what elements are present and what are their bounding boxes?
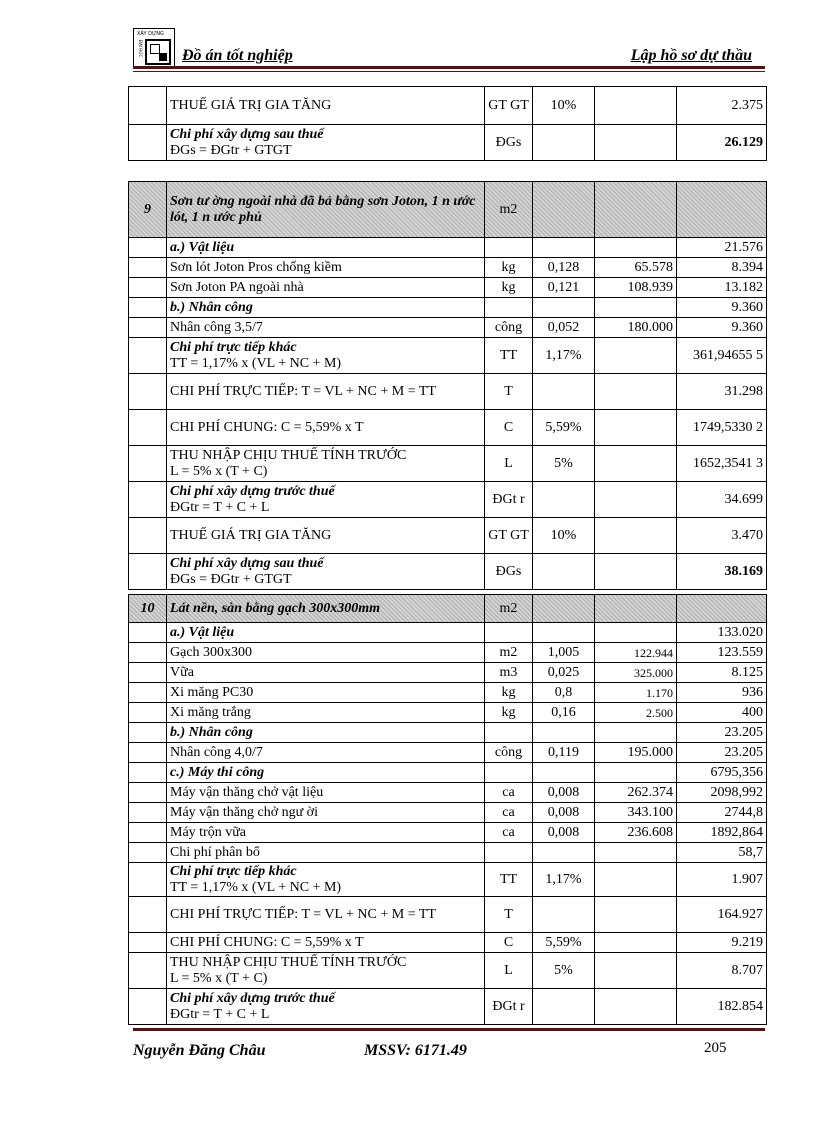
item-number-cell bbox=[129, 743, 167, 763]
unit-cell: công bbox=[485, 318, 533, 338]
header-rule bbox=[133, 66, 765, 69]
rate-cell: 5,59% bbox=[533, 933, 595, 953]
table-row bbox=[129, 87, 767, 125]
logo-side-text: ĐẠI HỌC bbox=[138, 40, 143, 58]
unit-price-cell bbox=[595, 933, 677, 953]
unit-cell: T bbox=[485, 374, 533, 410]
unit-price-cell bbox=[595, 554, 677, 590]
rate-cell: 5% bbox=[533, 446, 595, 482]
unit-cell: ca bbox=[485, 823, 533, 843]
description-text: Sơn Joton PA ngoài nhà bbox=[170, 279, 304, 295]
table-row bbox=[129, 953, 767, 989]
table-row bbox=[129, 803, 767, 823]
description-cell bbox=[167, 803, 485, 823]
description-cell bbox=[167, 703, 485, 723]
description-text: Chi phí xây dựng trước thuế bbox=[170, 483, 335, 499]
university-logo bbox=[133, 28, 175, 68]
table-row bbox=[129, 683, 767, 703]
description-text: Vữa bbox=[170, 664, 194, 680]
rate-cell: 0,119 bbox=[533, 743, 595, 763]
unit-cell: GT GT bbox=[485, 518, 533, 554]
table-row bbox=[129, 554, 767, 590]
cost-table-item-9 bbox=[128, 181, 767, 590]
description-text: Chi phí trực tiếp khác bbox=[170, 339, 297, 355]
item-number-cell bbox=[129, 518, 167, 554]
table-row bbox=[129, 278, 767, 298]
description-formula: TT = 1,17% x (VL + NC + M) bbox=[170, 355, 342, 371]
item-unit: m2 bbox=[485, 182, 533, 238]
amount-cell: 361,94655 5 bbox=[677, 338, 767, 374]
unit-cell: GT GT bbox=[485, 87, 533, 125]
description-cell bbox=[167, 843, 485, 863]
item-number-cell bbox=[129, 643, 167, 663]
description-cell bbox=[167, 258, 485, 278]
unit-price-cell bbox=[595, 623, 677, 643]
description-cell bbox=[167, 623, 485, 643]
empty-cell bbox=[533, 595, 595, 623]
cost-table-item-10 bbox=[128, 594, 767, 1025]
description-text: Chi phí trực tiếp khác bbox=[170, 863, 297, 879]
description-text: THUẾ GIÁ TRỊ GIA TĂNG bbox=[170, 527, 332, 543]
description-cell bbox=[167, 643, 485, 663]
description-cell bbox=[167, 278, 485, 298]
item-header-row bbox=[129, 182, 767, 238]
unit-price-cell: 195.000 bbox=[595, 743, 677, 763]
amount-cell: 38.169 bbox=[677, 554, 767, 590]
unit-cell bbox=[485, 723, 533, 743]
unit-price-cell bbox=[595, 298, 677, 318]
item-unit: m2 bbox=[485, 595, 533, 623]
item-number-cell bbox=[129, 258, 167, 278]
rate-cell: 5,59% bbox=[533, 410, 595, 446]
unit-cell: m3 bbox=[485, 663, 533, 683]
description-text: Chi phí xây dựng sau thuế bbox=[170, 126, 324, 142]
description-cell bbox=[167, 953, 485, 989]
rate-cell: 1,17% bbox=[533, 863, 595, 897]
table-row bbox=[129, 783, 767, 803]
unit-price-cell bbox=[595, 763, 677, 783]
unit-price-cell: 262.374 bbox=[595, 783, 677, 803]
table-row bbox=[129, 989, 767, 1025]
rate-cell: 0,16 bbox=[533, 703, 595, 723]
description-formula: ĐGs = ĐGtr + GTGT bbox=[170, 571, 292, 587]
rate-cell bbox=[533, 843, 595, 863]
table-row bbox=[129, 663, 767, 683]
rate-cell bbox=[533, 723, 595, 743]
rate-cell: 0,025 bbox=[533, 663, 595, 683]
description-cell bbox=[167, 298, 485, 318]
unit-price-cell bbox=[595, 723, 677, 743]
rate-cell bbox=[533, 238, 595, 258]
amount-cell: 26.129 bbox=[677, 125, 767, 161]
amount-cell: 34.699 bbox=[677, 482, 767, 518]
description-text: Chi phí phân bổ bbox=[170, 844, 260, 860]
table-row bbox=[129, 318, 767, 338]
description-cell bbox=[167, 125, 485, 161]
table-row bbox=[129, 125, 767, 161]
description-cell bbox=[167, 743, 485, 763]
unit-cell: TT bbox=[485, 863, 533, 897]
description-text: Nhân công 3,5/7 bbox=[170, 319, 263, 335]
header-title-left: Đồ án tốt nghiệp bbox=[182, 47, 293, 64]
rate-cell bbox=[533, 897, 595, 933]
page-number: 205 bbox=[704, 1040, 727, 1056]
description-cell bbox=[167, 683, 485, 703]
unit-price-cell bbox=[595, 897, 677, 933]
amount-cell: 21.576 bbox=[677, 238, 767, 258]
description-cell bbox=[167, 897, 485, 933]
description-formula: L = 5% x (T + C) bbox=[170, 463, 268, 479]
unit-price-cell bbox=[595, 374, 677, 410]
amount-cell: 936 bbox=[677, 683, 767, 703]
description-formula: L = 5% x (T + C) bbox=[170, 970, 268, 986]
unit-cell: kg bbox=[485, 258, 533, 278]
table-row bbox=[129, 823, 767, 843]
description-formula: ĐGtr = T + C + L bbox=[170, 1006, 270, 1022]
item-number-cell bbox=[129, 482, 167, 518]
table-row bbox=[129, 374, 767, 410]
unit-cell bbox=[485, 623, 533, 643]
amount-cell: 9.360 bbox=[677, 298, 767, 318]
description-text: Chi phí xây dựng sau thuế bbox=[170, 555, 324, 571]
unit-price-cell bbox=[595, 518, 677, 554]
description-text: Máy vận thăng chở vật liệu bbox=[170, 784, 324, 800]
item-number-cell bbox=[129, 298, 167, 318]
description-text: b.) Nhân công bbox=[170, 724, 253, 740]
item-number-cell bbox=[129, 763, 167, 783]
unit-cell: C bbox=[485, 410, 533, 446]
table-row bbox=[129, 863, 767, 897]
item-number-cell bbox=[129, 278, 167, 298]
item-number-cell bbox=[129, 683, 167, 703]
unit-price-cell: 343.100 bbox=[595, 803, 677, 823]
table-row bbox=[129, 518, 767, 554]
unit-cell: công bbox=[485, 743, 533, 763]
description-cell bbox=[167, 783, 485, 803]
amount-cell: 1892,864 bbox=[677, 823, 767, 843]
description-cell bbox=[167, 863, 485, 897]
amount-cell: 400 bbox=[677, 703, 767, 723]
description-text: Chi phí xây dựng trước thuế bbox=[170, 990, 335, 1006]
unit-price-cell: 236.608 bbox=[595, 823, 677, 843]
rate-cell bbox=[533, 763, 595, 783]
description-text: Nhân công 4,0/7 bbox=[170, 744, 263, 760]
description-cell bbox=[167, 554, 485, 590]
rate-cell: 0,008 bbox=[533, 823, 595, 843]
unit-price-cell bbox=[595, 843, 677, 863]
unit-price-cell: 180.000 bbox=[595, 318, 677, 338]
description-text: THU NHẬP CHỊU THUẾ TÍNH TRƯỚC bbox=[170, 954, 407, 970]
description-cell bbox=[167, 989, 485, 1025]
unit-price-cell bbox=[595, 446, 677, 482]
empty-cell bbox=[677, 182, 767, 238]
description-text: c.) Máy thi công bbox=[170, 764, 265, 780]
description-cell bbox=[167, 238, 485, 258]
table-row bbox=[129, 843, 767, 863]
table-row bbox=[129, 410, 767, 446]
table-row bbox=[129, 643, 767, 663]
amount-cell: 31.298 bbox=[677, 374, 767, 410]
table-row bbox=[129, 623, 767, 643]
amount-cell: 13.182 bbox=[677, 278, 767, 298]
amount-cell: 8.125 bbox=[677, 663, 767, 683]
unit-cell: C bbox=[485, 933, 533, 953]
description-text: CHI PHÍ CHUNG: C = 5,59% x T bbox=[170, 934, 364, 950]
rate-cell bbox=[533, 125, 595, 161]
unit-price-cell: 2.500 bbox=[595, 703, 677, 723]
item-number-cell bbox=[129, 338, 167, 374]
unit-cell: ĐGs bbox=[485, 554, 533, 590]
rate-cell: 5% bbox=[533, 953, 595, 989]
empty-cell bbox=[595, 182, 677, 238]
rate-cell: 1,005 bbox=[533, 643, 595, 663]
rate-cell: 10% bbox=[533, 87, 595, 125]
rate-cell bbox=[533, 298, 595, 318]
description-cell bbox=[167, 663, 485, 683]
unit-cell bbox=[485, 238, 533, 258]
unit-price-cell bbox=[595, 125, 677, 161]
description-text: THUẾ GIÁ TRỊ GIA TĂNG bbox=[170, 97, 332, 113]
unit-cell: ĐGt r bbox=[485, 989, 533, 1025]
description-cell bbox=[167, 318, 485, 338]
amount-cell: 133.020 bbox=[677, 623, 767, 643]
unit-price-cell bbox=[595, 989, 677, 1025]
description-text: Máy vận thăng chở ngư ời bbox=[170, 804, 318, 820]
unit-cell: L bbox=[485, 953, 533, 989]
item-number-cell bbox=[129, 783, 167, 803]
item-number-cell bbox=[129, 863, 167, 897]
amount-cell: 3.470 bbox=[677, 518, 767, 554]
unit-cell bbox=[485, 763, 533, 783]
item-number-cell bbox=[129, 823, 167, 843]
table-row bbox=[129, 743, 767, 763]
amount-cell: 1749,5330 2 bbox=[677, 410, 767, 446]
item-number-cell bbox=[129, 623, 167, 643]
item-number: 10 bbox=[129, 595, 167, 623]
rate-cell bbox=[533, 623, 595, 643]
unit-price-cell: 325.000 bbox=[595, 663, 677, 683]
description-text: a.) Vật liệu bbox=[170, 239, 235, 255]
amount-cell: 8.394 bbox=[677, 258, 767, 278]
unit-cell bbox=[485, 298, 533, 318]
item-number-cell bbox=[129, 933, 167, 953]
amount-cell: 8.707 bbox=[677, 953, 767, 989]
unit-price-cell: 1.170 bbox=[595, 683, 677, 703]
description-text: Xi măng PC30 bbox=[170, 684, 254, 700]
description-cell bbox=[167, 482, 485, 518]
item-number-cell bbox=[129, 238, 167, 258]
rate-cell: 0,121 bbox=[533, 278, 595, 298]
item-number-cell bbox=[129, 374, 167, 410]
table-row bbox=[129, 338, 767, 374]
empty-cell bbox=[595, 595, 677, 623]
footer-rule bbox=[133, 1028, 765, 1031]
amount-cell: 123.559 bbox=[677, 643, 767, 663]
amount-cell: 9.360 bbox=[677, 318, 767, 338]
description-text: Máy trộn vữa bbox=[170, 824, 247, 840]
rate-cell: 1,17% bbox=[533, 338, 595, 374]
amount-cell: 1652,3541 3 bbox=[677, 446, 767, 482]
amount-cell: 182.854 bbox=[677, 989, 767, 1025]
amount-cell: 58,7 bbox=[677, 843, 767, 863]
item-number-cell bbox=[129, 663, 167, 683]
item-number-cell bbox=[129, 989, 167, 1025]
table-row bbox=[129, 763, 767, 783]
description-cell bbox=[167, 518, 485, 554]
header-title-right: Lập hồ sơ dự thầu bbox=[630, 47, 752, 64]
unit-cell: T bbox=[485, 897, 533, 933]
description-cell bbox=[167, 446, 485, 482]
item-number-cell bbox=[129, 554, 167, 590]
unit-cell: TT bbox=[485, 338, 533, 374]
unit-price-cell bbox=[595, 953, 677, 989]
table-row bbox=[129, 482, 767, 518]
empty-cell bbox=[677, 595, 767, 623]
amount-cell: 23.205 bbox=[677, 743, 767, 763]
item-number-cell bbox=[129, 897, 167, 933]
unit-cell: kg bbox=[485, 278, 533, 298]
unit-cell: kg bbox=[485, 683, 533, 703]
rate-cell: 0,128 bbox=[533, 258, 595, 278]
item-number-cell bbox=[129, 723, 167, 743]
unit-price-cell bbox=[595, 482, 677, 518]
description-text: a.) Vật liệu bbox=[170, 624, 235, 640]
table-row bbox=[129, 446, 767, 482]
rate-cell: 0,052 bbox=[533, 318, 595, 338]
unit-price-cell: 65.578 bbox=[595, 258, 677, 278]
unit-cell: ca bbox=[485, 803, 533, 823]
rate-cell: 10% bbox=[533, 518, 595, 554]
description-formula: ĐGtr = T + C + L bbox=[170, 499, 270, 515]
unit-price-cell bbox=[595, 410, 677, 446]
description-text: THU NHẬP CHỊU THUẾ TÍNH TRƯỚC bbox=[170, 447, 407, 463]
rate-cell: 0,008 bbox=[533, 803, 595, 823]
item-number-cell bbox=[129, 953, 167, 989]
unit-price-cell bbox=[595, 238, 677, 258]
amount-cell: 1.907 bbox=[677, 863, 767, 897]
description-text: CHI PHÍ TRỰC TIẾP: T = VL + NC + M = TT bbox=[170, 906, 436, 922]
logo-text: XÂY DỰNG bbox=[137, 31, 164, 37]
description-formula: ĐGs = ĐGtr + GTGT bbox=[170, 142, 292, 158]
description-text: b.) Nhân công bbox=[170, 299, 253, 315]
unit-price-cell bbox=[595, 863, 677, 897]
amount-cell: 2744,8 bbox=[677, 803, 767, 823]
description-cell bbox=[167, 763, 485, 783]
unit-cell bbox=[485, 843, 533, 863]
unit-cell: m2 bbox=[485, 643, 533, 663]
table-row bbox=[129, 238, 767, 258]
table-row bbox=[129, 703, 767, 723]
rate-cell bbox=[533, 482, 595, 518]
item-number: 9 bbox=[129, 182, 167, 238]
description-cell bbox=[167, 823, 485, 843]
rate-cell bbox=[533, 554, 595, 590]
unit-cell: kg bbox=[485, 703, 533, 723]
description-text: CHI PHÍ TRỰC TIẾP: T = VL + NC + M = TT bbox=[170, 383, 436, 399]
unit-cell: ĐGs bbox=[485, 125, 533, 161]
table-row bbox=[129, 298, 767, 318]
description-cell bbox=[167, 410, 485, 446]
description-text: Xi măng trắng bbox=[170, 704, 251, 720]
item-number-cell bbox=[129, 87, 167, 125]
description-text: CHI PHÍ CHUNG: C = 5,59% x T bbox=[170, 419, 364, 435]
description-cell bbox=[167, 87, 485, 125]
unit-cell: ca bbox=[485, 783, 533, 803]
table-row bbox=[129, 897, 767, 933]
empty-cell bbox=[533, 182, 595, 238]
item-header-row bbox=[129, 595, 767, 623]
amount-cell: 164.927 bbox=[677, 897, 767, 933]
description-text: Sơn lót Joton Pros chống kiềm bbox=[170, 259, 342, 275]
item-number-cell bbox=[129, 703, 167, 723]
description-cell bbox=[167, 338, 485, 374]
item-number-cell bbox=[129, 410, 167, 446]
unit-price-cell bbox=[595, 338, 677, 374]
header-rule-thin bbox=[133, 71, 765, 72]
amount-cell: 6795,356 bbox=[677, 763, 767, 783]
item-title: Sơn tư ờng ngoài nhà đã bả bằng sơn Joton, 1 n ước lót, 1 n ước phủ bbox=[167, 182, 485, 238]
item-number-cell bbox=[129, 843, 167, 863]
description-cell bbox=[167, 374, 485, 410]
unit-price-cell bbox=[595, 87, 677, 125]
logo-mark-icon bbox=[145, 39, 171, 65]
amount-cell: 2098,992 bbox=[677, 783, 767, 803]
item-number-cell bbox=[129, 125, 167, 161]
unit-cell: ĐGt r bbox=[485, 482, 533, 518]
amount-cell: 23.205 bbox=[677, 723, 767, 743]
description-cell bbox=[167, 723, 485, 743]
table-row bbox=[129, 723, 767, 743]
description-text: Gạch 300x300 bbox=[170, 644, 253, 660]
table-row bbox=[129, 933, 767, 953]
description-cell bbox=[167, 933, 485, 953]
unit-price-cell: 108.939 bbox=[595, 278, 677, 298]
description-formula: TT = 1,17% x (VL + NC + M) bbox=[170, 879, 342, 895]
rate-cell bbox=[533, 374, 595, 410]
unit-price-cell: 122.944 bbox=[595, 643, 677, 663]
rate-cell bbox=[533, 989, 595, 1025]
item-number-cell bbox=[129, 318, 167, 338]
unit-cell: L bbox=[485, 446, 533, 482]
author-name: Nguyễn Đăng Châu bbox=[133, 1042, 266, 1059]
amount-cell: 2.375 bbox=[677, 87, 767, 125]
table-row bbox=[129, 258, 767, 278]
amount-cell: 9.219 bbox=[677, 933, 767, 953]
student-id: MSSV: 6171.49 bbox=[364, 1042, 467, 1059]
item-title: Lát nền, sàn bằng gạch 300x300mm bbox=[167, 595, 485, 623]
cost-table-continued bbox=[128, 86, 767, 161]
rate-cell: 0,008 bbox=[533, 783, 595, 803]
item-number-cell bbox=[129, 446, 167, 482]
item-number-cell bbox=[129, 803, 167, 823]
rate-cell: 0,8 bbox=[533, 683, 595, 703]
